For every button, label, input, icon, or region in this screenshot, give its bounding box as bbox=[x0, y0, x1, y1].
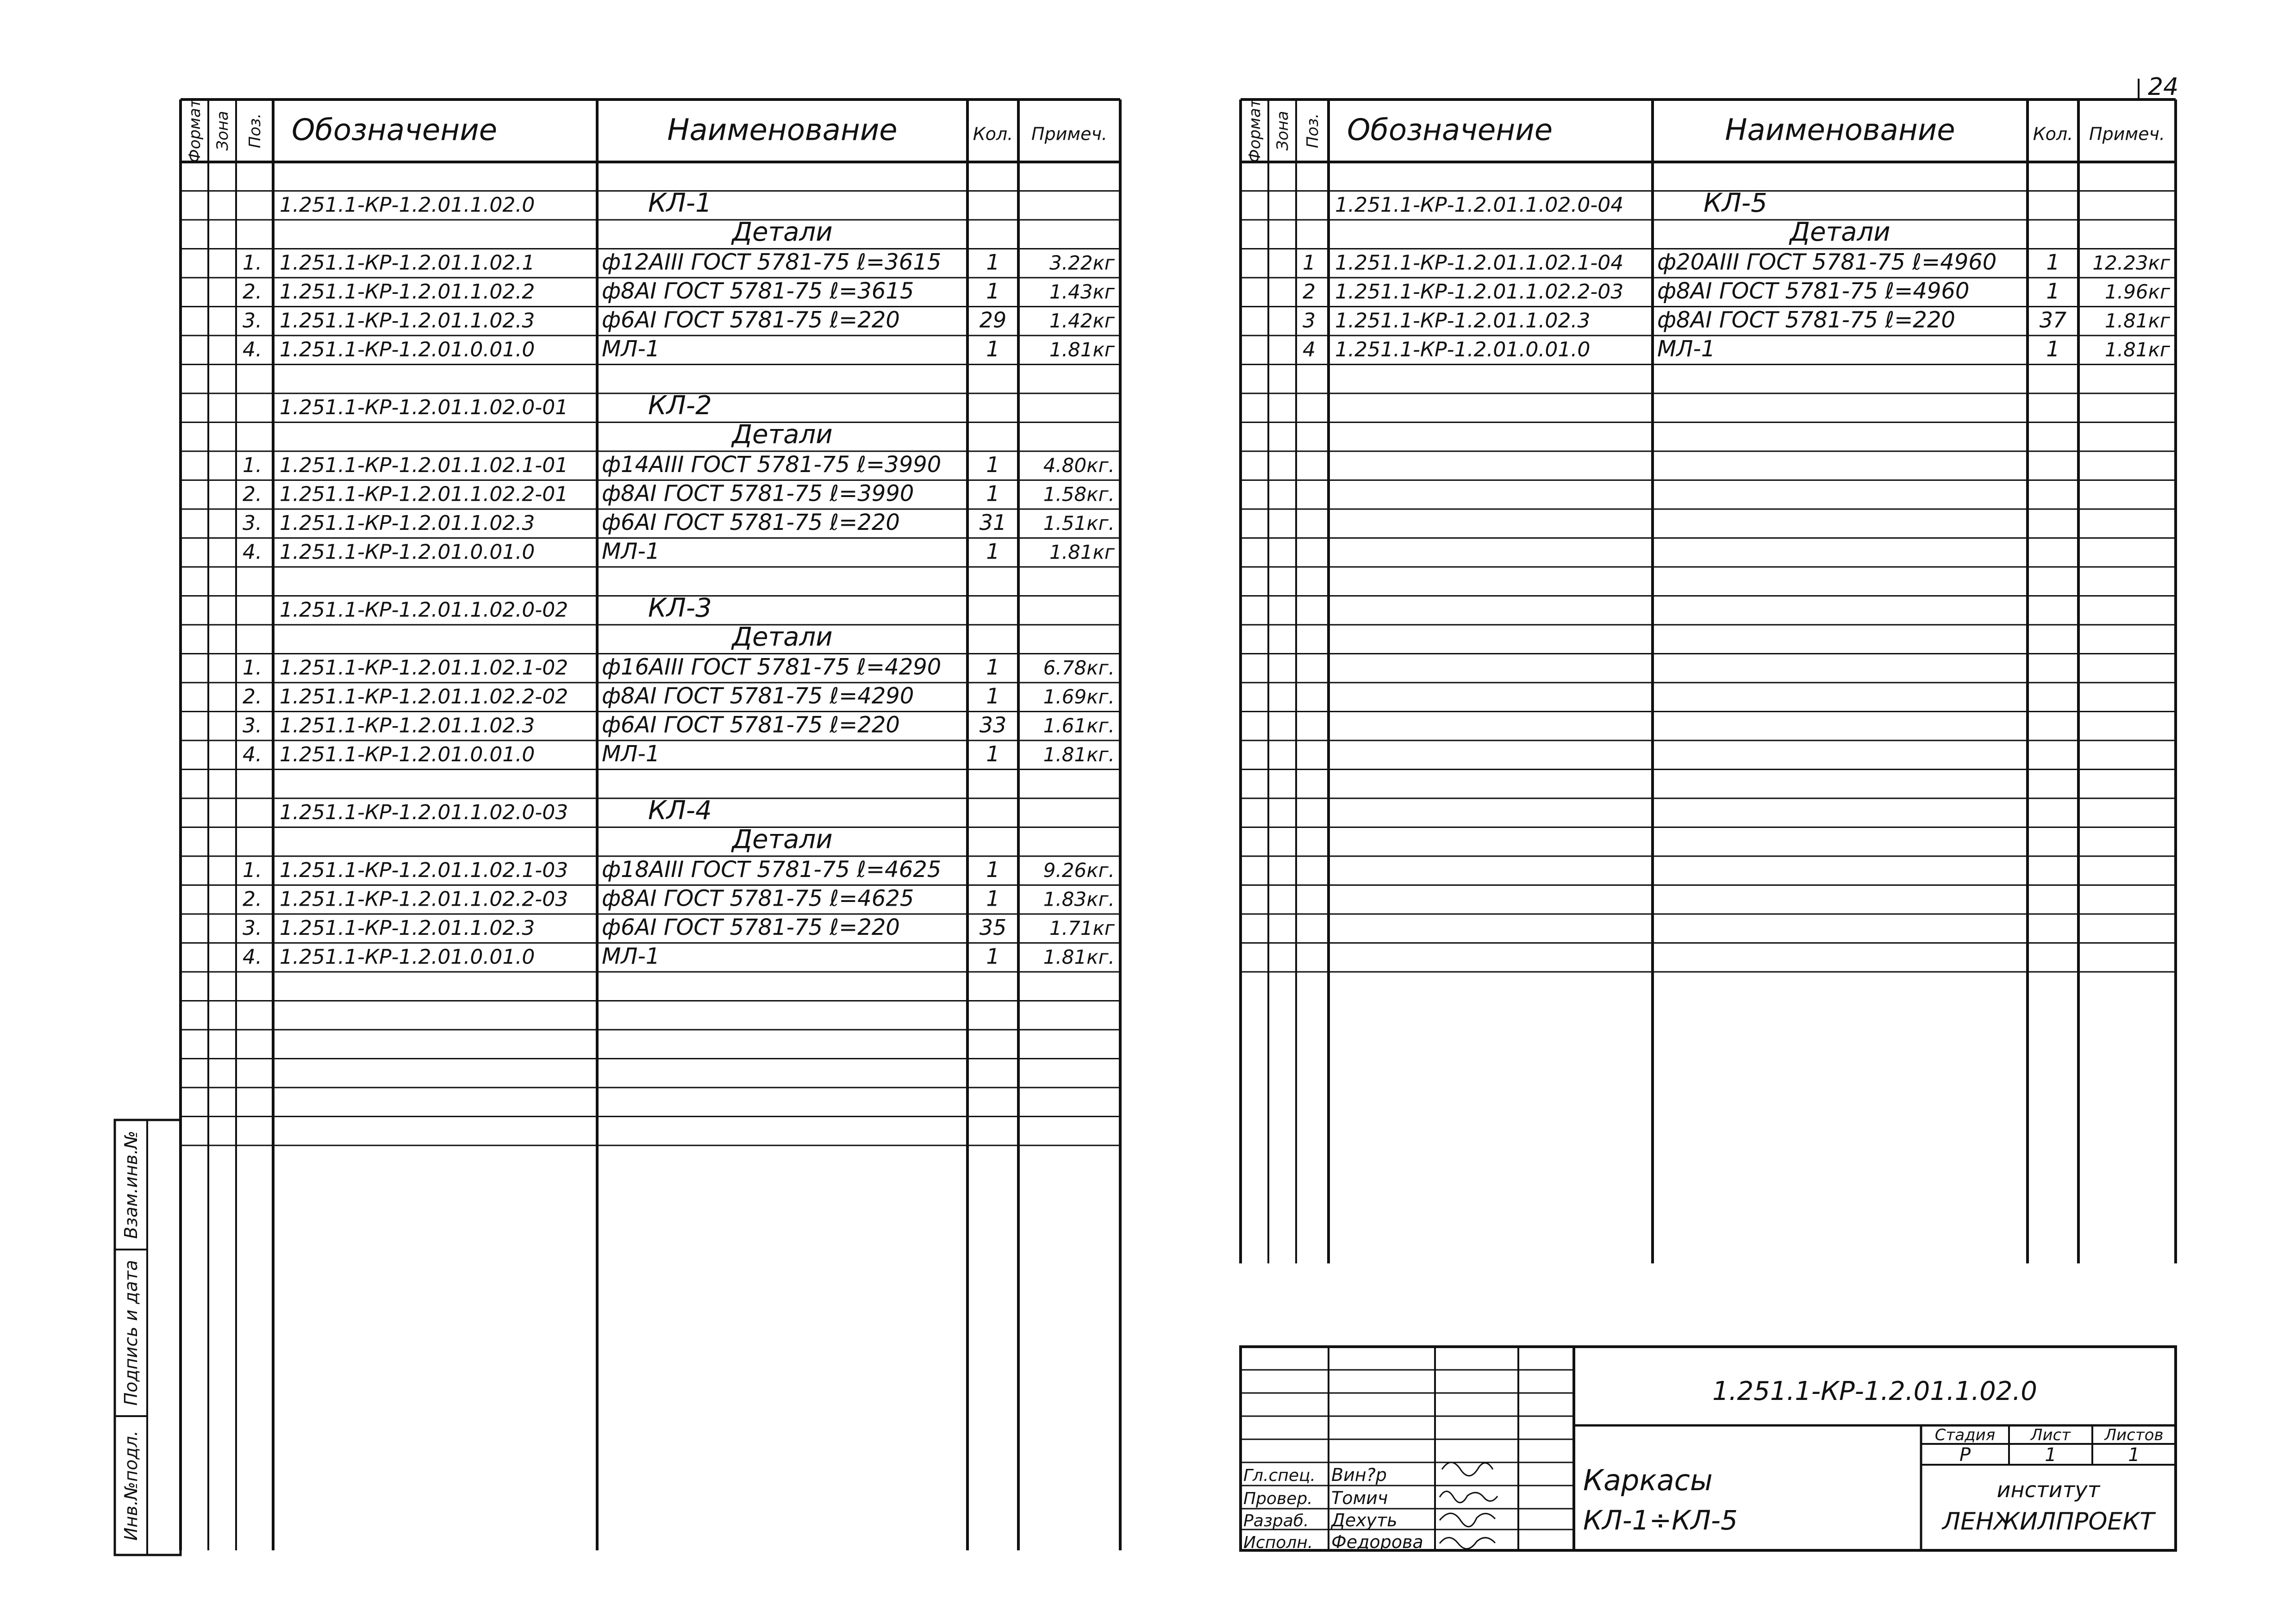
right-cell-qty: 1 bbox=[2046, 336, 2060, 361]
org-line1: институт bbox=[1997, 1477, 2100, 1502]
left-cell-des: 1.251.1-КР-1.2.01.1.02.2-02 bbox=[280, 685, 568, 709]
side-stamp bbox=[115, 1120, 181, 1555]
right-cell-pos: 2 bbox=[1303, 280, 1316, 304]
right-header-small: Поз. bbox=[1304, 113, 1322, 149]
right-header: Примеч. bbox=[2089, 124, 2165, 144]
left-cell-name: КЛ-4 bbox=[648, 796, 712, 826]
side-stamp-sign: Подпись и дата bbox=[121, 1260, 141, 1406]
left-cell-note: 1.43кг bbox=[1049, 280, 1115, 303]
left-cell-des: 1.251.1-КР-1.2.01.1.02.0-02 bbox=[280, 598, 568, 622]
left-cell-note: 6.78кг. bbox=[1043, 656, 1115, 679]
left-cell-des: 1.251.1-КР-1.2.01.1.02.3 bbox=[280, 714, 535, 738]
name-2: Дехуть bbox=[1331, 1510, 1398, 1530]
left-cell-note: 1.81кг bbox=[1049, 338, 1115, 361]
left-cell-pos: 2. bbox=[243, 685, 262, 709]
left-cell-qty: 1 bbox=[986, 684, 1000, 709]
left-header: Кол. bbox=[973, 124, 1013, 144]
left-cell-pos: 4. bbox=[243, 945, 262, 969]
right-cell-name: Детали bbox=[1790, 217, 1890, 247]
sheet-label: Лист bbox=[2030, 1426, 2071, 1444]
left-cell-pos: 2. bbox=[243, 482, 262, 506]
left-cell-qty: 1 bbox=[986, 944, 1000, 969]
right-header: Обозначение bbox=[1347, 113, 1553, 148]
right-cell-name: МЛ-1 bbox=[1657, 336, 1716, 362]
left-cell-name: ф6АI ГОСТ 5781-75 ℓ=220 bbox=[602, 307, 900, 333]
left-cell-name: ф14АIII ГОСТ 5781-75 ℓ=3990 bbox=[602, 452, 942, 478]
right-cell-des: 1.251.1-КР-1.2.01.0.01.0 bbox=[1335, 338, 1591, 361]
right-cell-pos: 4 bbox=[1303, 338, 1316, 361]
left-cell-name: ф8АI ГОСТ 5781-75 ℓ=3990 bbox=[602, 480, 914, 507]
left-cell-pos: 1. bbox=[243, 858, 262, 882]
left-cell-note: 4.80кг. bbox=[1043, 454, 1115, 477]
right-cell-name: ф8АI ГОСТ 5781-75 ℓ=4960 bbox=[1657, 278, 1970, 304]
title-block bbox=[1241, 1347, 2176, 1552]
left-cell-qty: 1 bbox=[986, 857, 1000, 882]
left-cell-pos: 3. bbox=[243, 714, 262, 738]
name-0: Вин?р bbox=[1331, 1465, 1387, 1485]
right-header-small: Формат bbox=[1246, 99, 1264, 163]
left-cell-pos: 4. bbox=[243, 743, 262, 766]
left-cell-note: 1.61кг. bbox=[1043, 714, 1115, 737]
left-cell-name: Детали bbox=[732, 824, 833, 855]
left-cell-name: КЛ-2 bbox=[648, 391, 712, 421]
role-1: Провер. bbox=[1243, 1489, 1313, 1508]
left-header-small: Формат bbox=[186, 99, 204, 163]
stage-value: Р bbox=[1959, 1444, 1971, 1466]
role-2: Разраб. bbox=[1243, 1511, 1309, 1530]
role-0: Гл.спец. bbox=[1243, 1466, 1316, 1485]
right-cell-qty: 1 bbox=[2046, 279, 2060, 304]
left-cell-des: 1.251.1-КР-1.2.01.1.02.0-03 bbox=[280, 801, 568, 824]
left-cell-des: 1.251.1-КР-1.2.01.1.02.3 bbox=[280, 309, 535, 333]
left-cell-name: МЛ-1 bbox=[602, 741, 660, 767]
left-cell-qty: 1 bbox=[986, 452, 1000, 477]
left-cell-qty: 1 bbox=[986, 249, 1000, 275]
side-stamp-inv: Инв.№подл. bbox=[121, 1430, 141, 1541]
right-cell-note: 12.23кг bbox=[2092, 251, 2170, 274]
left-cell-note: 1.71кг bbox=[1049, 917, 1115, 939]
left-header-small: Зона bbox=[213, 111, 232, 151]
right-header: Кол. bbox=[2033, 124, 2073, 144]
left-cell-des: 1.251.1-КР-1.2.01.1.02.1-01 bbox=[280, 454, 568, 477]
left-cell-qty: 1 bbox=[986, 654, 1000, 680]
name-1: Томич bbox=[1331, 1488, 1388, 1508]
sheets-label: Листов bbox=[2104, 1426, 2164, 1444]
left-cell-des: 1.251.1-КР-1.2.01.1.02.1 bbox=[280, 251, 535, 275]
left-cell-note: 1.69кг. bbox=[1043, 685, 1115, 708]
left-cell-des: 1.251.1-КР-1.2.01.1.02.0 bbox=[280, 193, 535, 217]
right-cell-qty: 1 bbox=[2046, 249, 2060, 275]
left-cell-pos: 3. bbox=[243, 511, 262, 535]
left-cell-name: Детали bbox=[732, 419, 833, 450]
right-cell-note: 1.81кг bbox=[2105, 338, 2170, 361]
left-cell-name: Детали bbox=[732, 217, 833, 247]
left-cell-name: ф8АI ГОСТ 5781-75 ℓ=3615 bbox=[602, 278, 914, 304]
right-cell-des: 1.251.1-КР-1.2.01.1.02.3 bbox=[1335, 309, 1591, 333]
left-cell-name: ф6АI ГОСТ 5781-75 ℓ=220 bbox=[602, 914, 900, 940]
left-cell-qty: 1 bbox=[986, 336, 1000, 361]
right-cell-name: ф8АI ГОСТ 5781-75 ℓ=220 bbox=[1657, 307, 1955, 333]
page-number: 24 bbox=[2148, 73, 2179, 101]
left-cell-qty: 33 bbox=[979, 712, 1007, 738]
left-cell-pos: 2. bbox=[243, 280, 262, 304]
left-cell-des: 1.251.1-КР-1.2.01.1.02.3 bbox=[280, 916, 535, 940]
left-cell-des: 1.251.1-КР-1.2.01.0.01.0 bbox=[280, 945, 535, 969]
left-cell-pos: 1. bbox=[243, 251, 262, 275]
left-cell-des: 1.251.1-КР-1.2.01.0.01.0 bbox=[280, 338, 535, 361]
left-cell-note: 3.22кг bbox=[1049, 251, 1115, 274]
right-cell-pos: 3 bbox=[1303, 309, 1316, 333]
left-cell-name: ф8АI ГОСТ 5781-75 ℓ=4290 bbox=[602, 683, 914, 709]
left-cell-name: ф16АIII ГОСТ 5781-75 ℓ=4290 bbox=[602, 654, 942, 680]
left-cell-des: 1.251.1-КР-1.2.01.1.02.2 bbox=[280, 280, 535, 304]
left-cell-name: МЛ-1 bbox=[602, 538, 660, 565]
sheets-value: 1 bbox=[2128, 1444, 2140, 1466]
left-cell-name: Детали bbox=[732, 622, 833, 652]
left-cell-des: 1.251.1-КР-1.2.01.1.02.2-03 bbox=[280, 887, 568, 911]
left-header: Примеч. bbox=[1031, 124, 1107, 144]
sheet-value: 1 bbox=[2045, 1444, 2057, 1466]
left-cell-qty: 1 bbox=[986, 279, 1000, 304]
left-cell-des: 1.251.1-КР-1.2.01.0.01.0 bbox=[280, 540, 535, 564]
left-cell-des: 1.251.1-КР-1.2.01.0.01.0 bbox=[280, 743, 535, 766]
title-line1: Каркасы bbox=[1583, 1463, 1713, 1497]
left-cell-des: 1.251.1-КР-1.2.01.1.02.1-03 bbox=[280, 858, 568, 882]
right-cell-pos: 1 bbox=[1303, 251, 1316, 275]
left-cell-note: 1.51кг. bbox=[1043, 512, 1115, 535]
left-cell-note: 1.81кг. bbox=[1043, 743, 1115, 766]
left-cell-note: 1.83кг. bbox=[1043, 888, 1115, 911]
left-cell-des: 1.251.1-КР-1.2.01.1.02.2-01 bbox=[280, 482, 568, 506]
left-cell-note: 1.58кг. bbox=[1043, 483, 1115, 506]
right-cell-name: ф20АIII ГОСТ 5781-75 ℓ=4960 bbox=[1657, 249, 1997, 275]
right-header-small: Зона bbox=[1273, 111, 1292, 151]
left-cell-qty: 31 bbox=[979, 510, 1007, 535]
left-cell-name: ф18АIII ГОСТ 5781-75 ℓ=4625 bbox=[602, 857, 942, 883]
left-cell-name: ф6АI ГОСТ 5781-75 ℓ=220 bbox=[602, 712, 900, 738]
signature-3 bbox=[1440, 1538, 1495, 1549]
left-header: Наименование bbox=[667, 113, 898, 148]
right-cell-des: 1.251.1-КР-1.2.01.1.02.1-04 bbox=[1335, 251, 1624, 275]
left-cell-pos: 1. bbox=[243, 454, 262, 477]
left-cell-name: КЛ-1 bbox=[648, 188, 712, 218]
left-cell-name: КЛ-3 bbox=[648, 593, 712, 623]
left-cell-des: 1.251.1-КР-1.2.01.1.02.0-01 bbox=[280, 396, 568, 419]
stage-label: Стадия bbox=[1934, 1426, 1996, 1444]
left-cell-pos: 3. bbox=[243, 916, 262, 940]
left-cell-note: 9.26кг. bbox=[1043, 859, 1115, 882]
right-cell-des: 1.251.1-КР-1.2.01.1.02.0-04 bbox=[1335, 193, 1624, 217]
title-line2: КЛ-1÷КЛ-5 bbox=[1583, 1505, 1738, 1536]
left-header-small: Поз. bbox=[246, 113, 264, 149]
left-header: Обозначение bbox=[292, 113, 498, 148]
left-cell-pos: 1. bbox=[243, 656, 262, 680]
left-cell-name: ф12АIII ГОСТ 5781-75 ℓ=3615 bbox=[602, 249, 942, 275]
signature-1 bbox=[1440, 1492, 1497, 1503]
left-cell-qty: 1 bbox=[986, 886, 1000, 911]
left-cell-des: 1.251.1-КР-1.2.01.1.02.3 bbox=[280, 511, 535, 535]
left-cell-pos: 4. bbox=[243, 338, 262, 361]
title-doc-code: 1.251.1-КР-1.2.01.1.02.0 bbox=[1712, 1376, 2037, 1406]
left-cell-pos: 4. bbox=[243, 540, 262, 564]
right-spec-table bbox=[1241, 98, 2176, 1263]
signature-2 bbox=[1440, 1513, 1495, 1527]
signature-0 bbox=[1442, 1462, 1493, 1476]
right-cell-name: КЛ-5 bbox=[1703, 188, 1767, 218]
left-cell-note: 1.42кг bbox=[1049, 309, 1115, 332]
left-cell-name: МЛ-1 bbox=[602, 943, 660, 970]
org-line2: ЛЕНЖИЛПРОЕКТ bbox=[1942, 1508, 2154, 1536]
left-cell-des: 1.251.1-КР-1.2.01.1.02.1-02 bbox=[280, 656, 568, 680]
left-cell-qty: 1 bbox=[986, 539, 1000, 564]
left-cell-qty: 1 bbox=[986, 481, 1000, 506]
left-cell-qty: 29 bbox=[979, 307, 1007, 333]
left-cell-qty: 1 bbox=[986, 741, 1000, 766]
left-cell-pos: 3. bbox=[243, 309, 262, 333]
side-stamp-replace: Взам.инв.№ bbox=[121, 1131, 141, 1239]
left-cell-note: 1.81кг. bbox=[1043, 945, 1115, 969]
right-cell-note: 1.81кг bbox=[2105, 309, 2170, 332]
right-cell-des: 1.251.1-КР-1.2.01.1.02.2-03 bbox=[1335, 280, 1624, 304]
role-3: Исполн. bbox=[1243, 1533, 1313, 1552]
left-cell-name: МЛ-1 bbox=[602, 336, 660, 362]
right-cell-qty: 37 bbox=[2039, 307, 2067, 333]
left-cell-note: 1.81кг bbox=[1049, 541, 1115, 564]
left-cell-name: ф8АI ГОСТ 5781-75 ℓ=4625 bbox=[602, 885, 914, 912]
left-cell-pos: 2. bbox=[243, 887, 262, 911]
left-cell-name: ф6АI ГОСТ 5781-75 ℓ=220 bbox=[602, 510, 900, 535]
right-header: Наименование bbox=[1725, 113, 1955, 148]
left-spec-table bbox=[181, 98, 1120, 1550]
name-3: Федорова bbox=[1331, 1532, 1423, 1552]
right-cell-note: 1.96кг bbox=[2105, 280, 2170, 303]
left-cell-qty: 35 bbox=[979, 915, 1007, 940]
